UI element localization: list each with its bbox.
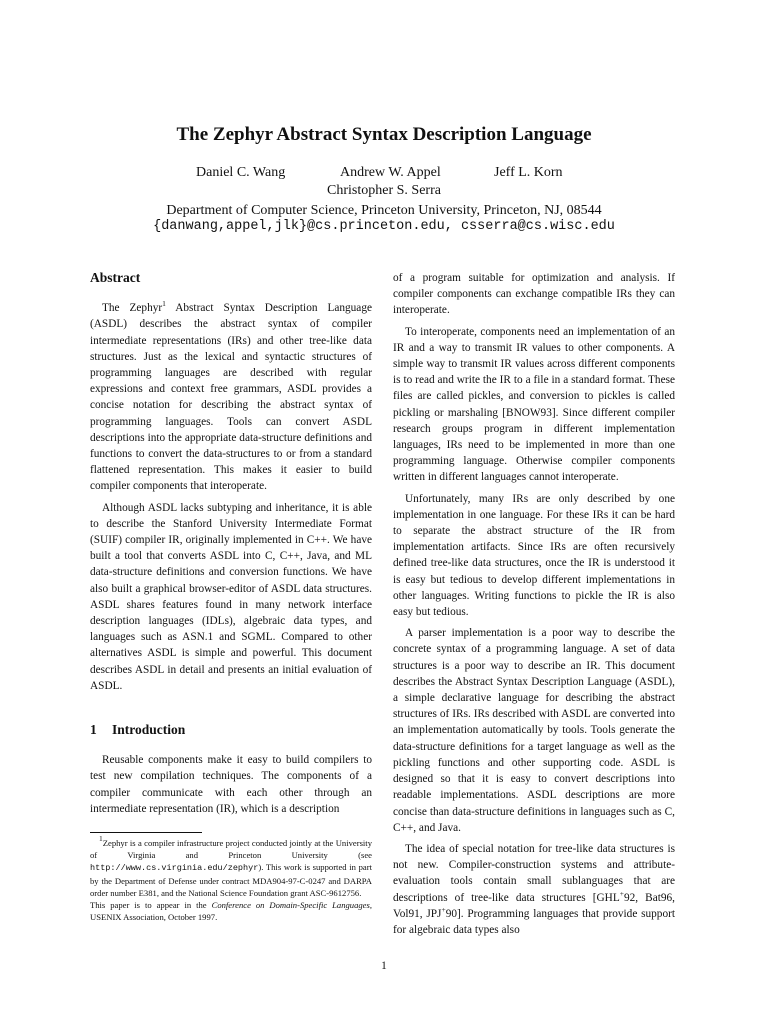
footnote-number: 1 [99, 834, 103, 843]
publication-note: This paper is to appear in the Conference on Domain-Specific Languages, USENIX Association, October 1997. [90, 900, 372, 923]
section-heading-introduction [90, 722, 372, 738]
section-title: Introduction [112, 722, 186, 738]
body-paragraph: A parser implementation is a poor way to describe the concrete syntax of a programming language. A set of data structures is a poor way to describe an IR. This document describes the Abstract Syntax Description Language (ASDL), a simple declarative language for describing the abstract structures of IRs. IRs described with ASDL are converted into an implementation automatically by tools. Tools generate the data-structure definitions for a target language as well as the pickling functions and other supporting code. ASDL is designed so that it is easy to convert descriptions into readable implementations. ASDL descriptions are more concise than data-structure definitions in languages such as C, C++, and Java. [393, 627, 675, 834]
author-name: Andrew W. Appel [340, 165, 441, 180]
body-paragraph: Reusable components make it easy to build compilers to test new compilation techniques. The components of a compiler communicate with each other through an intermediate representation (IR), which is a description [90, 754, 372, 815]
footnote-marker: 1 [162, 299, 166, 309]
page-number: 1 [381, 960, 387, 972]
author-emails: {danwang,appel,jlk}@cs.princeton.edu, csserra@cs.wisc.edu [153, 219, 615, 234]
footnote-url[interactable]: http://www.cs.virginia.edu/zephyr [90, 863, 259, 874]
right-column [393, 270, 675, 943]
paper-title: The Zephyr Abstract Syntax Description Language [176, 124, 592, 145]
footnote-area [90, 832, 372, 923]
body-paragraph: of a program suitable for optimization and analysis. If compiler components can exchange compatible IRs they can interoperate. [393, 272, 675, 317]
body-paragraph: To interoperate, components need an implementation of an IR and a way to transmit IR values to other components. A simple way to transmit IR values across different components is to read and write the IR to a file in a standard format. These files are called pickles, and conversion to pickles is called pickling or marshaling [BNOW93]. Since different compiler research groups program in different implementation languages, IRs need to be implemented in more than one programming language. Otherwise compiler components written in different languages cannot interoperate. [393, 325, 675, 484]
abstract-paragraph: Although ASDL lacks subtyping and inheritance, it is able to describe the Stanford University Intermediate Format (SUIF) compiler IR, originally implemented in C++. We have built a tool that converts ASDL into C, C++, Java, and ML data-structure definitions and conversion functions. We have also built a graphical browser-editor of ASDL data structures. ASDL shares features found in many network interface description languages (IDLs), algebraic data types, and languages such as ASN.1 and SGML. Compared to other alternatives ASDL is simple and powerful. This document describes ASDL in detail and presents an initial evaluation of ASDL. [90, 501, 372, 692]
footnote-divider [90, 832, 202, 833]
author-name: Jeff L. Korn [494, 165, 563, 180]
author-name: Daniel C. Wang [196, 165, 286, 180]
abstract-paragraph: The Zephyr$^1$ Abstract Syntax Description Language (ASDL) describes the abstract syntax of compiler intermediate representations (IRs) and other tree-like data structures. Just as the lexical and syntactic structures of programming languages are described with regular expressions and context free grammars, ASDL provides a concise notation for describing the abstract syntax of programming languages. Tools can convert ASDL descriptions into the appropriate data-structure definitions and functions to convert the data-structures to or from a standard flattened representation. This makes it easier to build compiler components that interoperate. [90, 299, 372, 493]
footnote: $^1$Zephyr is a compiler infrastructure project conducted jointly at the University of Virginia and Princeton University (see http://www.cs.virginia.edu/zephyr). This work is supported in part by the Department of Defense under contract MDA904-97-C-0247 and DARPA order number E381, and the National Science Foundation grant ASC-9612756. [90, 834, 372, 898]
author-list [0, 165, 768, 183]
affiliation: Department of Computer Science, Princeton University, Princeton, NJ, 08544 [166, 203, 602, 218]
author-name: Christopher S. Serra [327, 183, 441, 198]
section-number: 1 [90, 722, 97, 738]
left-column [90, 270, 372, 822]
abstract-heading: Abstract [90, 270, 141, 285]
body-paragraph: Unfortunately, many IRs are only described by one implementation in one language. For these IRs it can be hard to separate the abstract structure of the IR from implementation artifacts. Since IRs are often recursively defined tree-like data structures, once the IR is understood it is easy but tedious to develop different implementations in other languages. Writing functions to pickle the IR is also easy but tedious. [393, 492, 675, 619]
body-paragraph: The idea of special notation for tree-like data structures is not new. Compiler-construction systems and attribute-evaluation tools contain small sublanguages that are descriptions of tree-like data structures [GHL+92, Bat96, Vol91, JPJ+90]. Programming languages that provide support for algebraic data types also [393, 842, 675, 936]
